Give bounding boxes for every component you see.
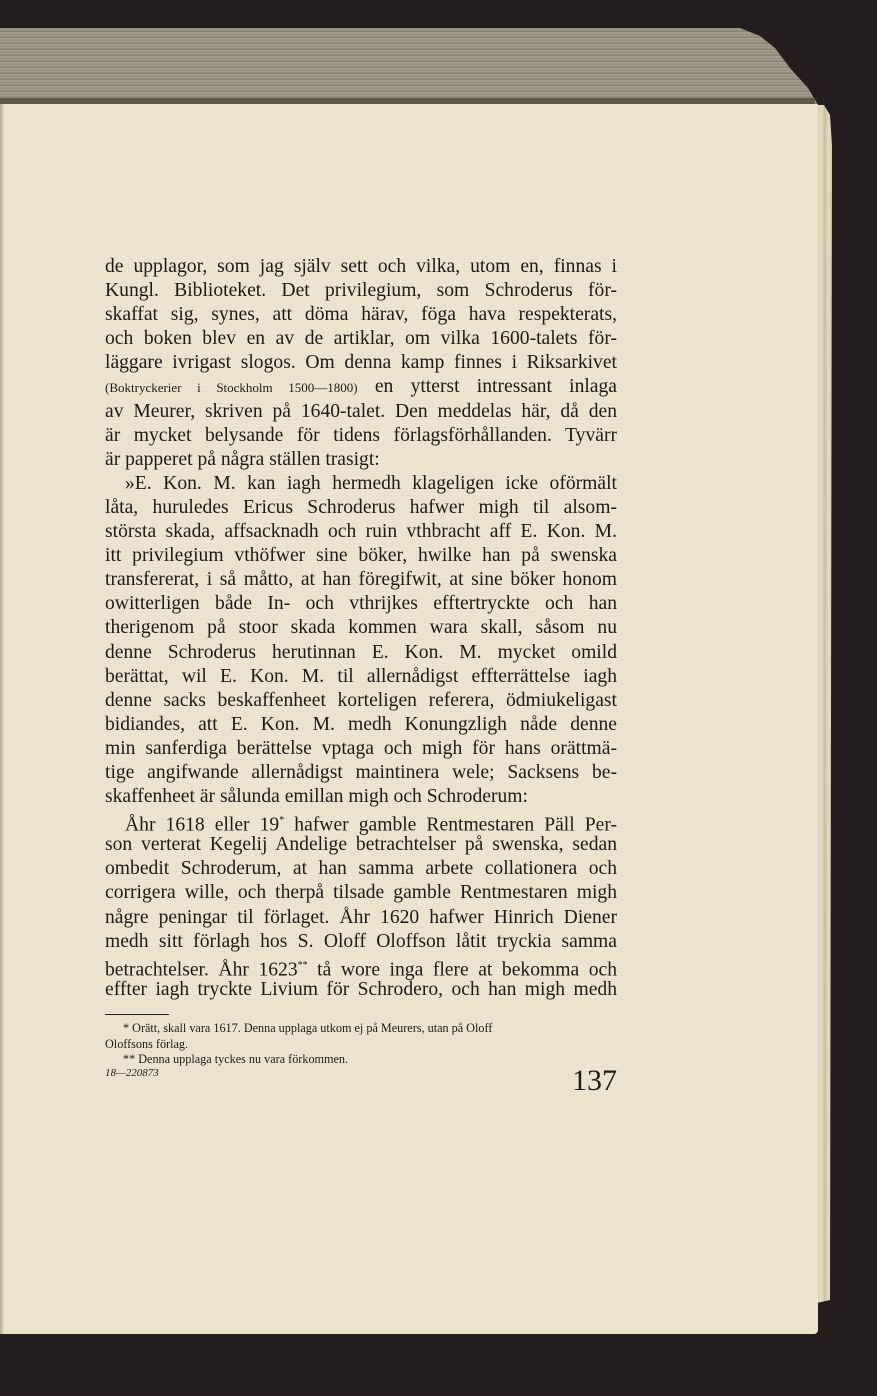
- text-line: de upplagor, som jag själv sett och vilka, utom en, finnas i: [105, 256, 617, 277]
- quote-start-line: »E. Kon. M. kan iagh hermedh klageligen icke oförmält: [125, 472, 617, 494]
- text-line: låta, huruledes Ericus Schroderus hafwer migh til alsom-: [105, 496, 617, 518]
- text-line: corrigera wille, och therpå tilsade gamble Rentmestaren migh: [105, 882, 617, 904]
- text-line: transfererat, i så måtto, at han föregifwit, at sine böker honom: [105, 569, 617, 591]
- footnote-text: Denna upplaga tyckes nu vara förkommen.: [135, 1052, 349, 1066]
- printer-signature-mark: 18—220873: [105, 1067, 159, 1079]
- text-line: denne Schroderus herutinnan E. Kon. M. mycket omild: [105, 641, 617, 663]
- text-line: son verterat Kegelij Andelige betrachtelser på swenska, sedan: [105, 834, 617, 856]
- text-line: läggare ivrigast slogos. Om denna kamp finnes i Riksarkivet: [105, 352, 617, 374]
- footnote-ref-2: **: [297, 959, 308, 971]
- text-line: [105, 375, 617, 399]
- footnote-1: [105, 1021, 625, 1037]
- body-text: [105, 255, 617, 1002]
- page-number: 137: [572, 1064, 617, 1097]
- text-line: är papperet på några ställen trasigt:: [105, 448, 380, 470]
- footnote-1-continued: Oloffsons förlag.: [105, 1036, 189, 1051]
- paragraph-start-line: [105, 809, 617, 836]
- footnote-mark: **: [123, 1052, 136, 1066]
- footnote-text: Orätt, skall vara 1617. Denna upplaga utkom ej på Meurers, utan på Oloff: [129, 1021, 493, 1035]
- footnote-mark: *: [123, 1021, 130, 1035]
- text-line: största skada, affsacknadh och ruin vthbracht aff E. Kon. M.: [105, 521, 617, 543]
- text-line: och boken blev en av de artiklar, om vilka 1600-talets för-: [105, 328, 617, 350]
- text-line: min sanferdiga berättelse vptaga och migh för hans orättmä-: [105, 737, 617, 759]
- footnote-divider: [105, 1014, 169, 1015]
- archive-reference: (Boktryckerier i Stockholm 1500—1800): [105, 380, 358, 396]
- text-line: medh sitt förlagh hos S. Oloff Oloffson låtit tryckia samma: [105, 930, 617, 952]
- text-fragment: Åhr 1618 eller 19: [125, 814, 280, 836]
- text-line: owitterligen både In- och vthrijkes efftertryckte och han: [105, 593, 617, 615]
- text-line: [105, 954, 618, 981]
- text-line: skaffat sig, synes, att döma härav, föga hava respekterats,: [105, 304, 617, 326]
- page-stack-top-edge: [0, 28, 820, 108]
- text-fragment: hafwer gamble Rentmestaren Päll Per-: [284, 814, 617, 836]
- text-line: bidiandes, att E. Kon. M. medh Konungzligh nåde denne: [105, 713, 617, 735]
- text-line: Kungl. Biblioteket. Det privilegium, som Schroderus för-: [105, 280, 617, 302]
- text-fragment: en ytterst intressant inlaga: [357, 376, 617, 398]
- text-line: tige angifwande allernådigst maintinera wele; Sacksens be-: [105, 761, 617, 783]
- page-gutter-shadow: [0, 104, 4, 1334]
- text-line: någre peningar til förlaget. Åhr 1620 hafwer Hinrich Diener: [105, 906, 617, 928]
- text-fragment: betrachtelser. Åhr 1623: [105, 959, 298, 981]
- text-line: ombedit Schroderum, at han samma arbete collationera och: [105, 858, 617, 880]
- text-line: berättat, wil E. Kon. M. til allernådigst effterrättelse iagh: [105, 665, 617, 687]
- text-line: av Meurer, skriven på 1640-talet. Den meddelas här, då den: [105, 400, 617, 422]
- text-fragment: tå wore inga flere at bekomma och: [307, 959, 618, 981]
- text-line: skaffenheet är sålunda emillan migh och Schroderum:: [105, 786, 528, 808]
- text-line: therigenom på stoor skada kommen wara skall, såsom nu: [105, 617, 617, 639]
- text-line: denne sacks beskaffenheet korteligen referera, ödmiukeligast: [105, 689, 617, 711]
- footnote-ref-1: *: [279, 815, 285, 827]
- footnote-2: [105, 1052, 625, 1068]
- footnotes: [105, 1021, 625, 1068]
- text-line: effter iagh tryckte Livium för Schrodero, och han migh medh: [105, 978, 617, 1000]
- text-line: är mycket belysande för tidens förlagsförhållanden. Tyvärr: [105, 424, 617, 446]
- text-line: itt privilegium vthöfwer sine böker, hwilke han på swenska: [105, 545, 617, 567]
